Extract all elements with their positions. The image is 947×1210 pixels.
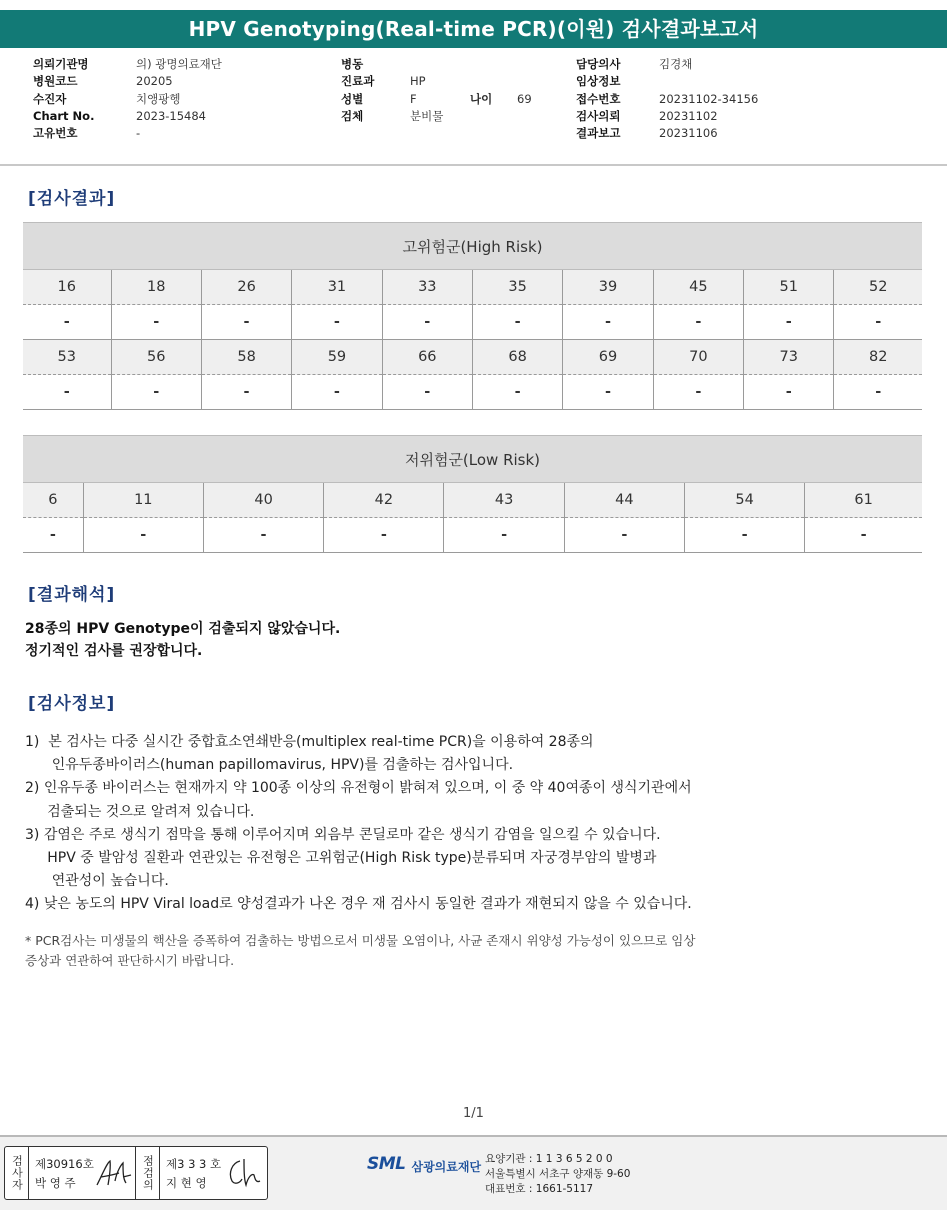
logo-mark: SML [367,1153,406,1174]
test-info-line: 2) 인유두종 바이러스는 현재까지 약 100종 이상의 유전형이 밝혀져 있으며, 이 중 약 40여종이 생식기관에서 [25,780,692,797]
value-specimen: 분비물 [410,108,444,123]
value-report-date: 20231106 [659,126,718,141]
low-risk-table [23,435,922,553]
label-unique-no: 고유번호 [33,126,78,141]
interpretation-line: 정기적인 검사를 권장합니다. [25,643,203,659]
genotype-cell: 35 [472,270,562,305]
result-cell: - [834,305,922,340]
logo-name: 삼광의료재단 [411,1160,482,1174]
interpretation-text [25,618,340,662]
sml-logo [367,1152,481,1175]
genotype-cell: 16 [23,270,111,305]
label-chart-no: Chart No. [33,108,95,123]
genotype-cell: 51 [744,270,834,305]
genotype-cell: 26 [201,270,291,305]
result-cell: - [23,305,111,340]
patient-info-column-c [576,56,758,142]
tester-name: 박 영 주 [35,1176,76,1190]
result-cell: - [324,518,444,553]
test-info-line: 연관성이 높습니다. [25,873,169,890]
result-cell: - [744,375,834,410]
test-info-line: 3) 감염은 주로 생식기 점막을 통해 이루어지며 외음부 콘딜로마 같은 생식기 감염을 일으킬 수 있습니다. [25,826,661,843]
header-divider [0,164,947,166]
test-info-text [25,731,692,917]
tester-label: 검사자 [5,1147,29,1199]
result-cell: - [472,375,562,410]
low-risk-values-row [23,518,922,553]
genotype-cell: 31 [292,270,382,305]
reviewer-label: 점검의 [136,1147,160,1199]
result-cell: - [382,305,472,340]
genotype-cell: 33 [382,270,472,305]
value-receipt-no: 20231102-34156 [659,91,759,106]
genotype-cell: 44 [564,483,684,518]
label-request-date: 검사의뢰 [576,108,621,123]
label-department: 진료과 [341,74,375,89]
genotype-cell: 61 [805,483,922,518]
genotype-cell: 53 [23,340,111,375]
result-cell: - [834,375,922,410]
genotype-cell: 70 [653,340,743,375]
test-info-section-title: [검사정보] [28,694,116,714]
test-info-line: 4) 낮은 농도의 HPV Viral load로 양성결과가 나온 경우 재 검사시 동일한 결과가 재현되지 않을 수 있습니다. [25,896,692,913]
result-cell: - [203,518,323,553]
genotype-cell: 18 [111,270,201,305]
value-ward [410,56,470,73]
genotype-cell: 45 [653,270,743,305]
genotype-cell: 43 [444,483,564,518]
high-risk-values-row-2 [23,375,922,410]
high-risk-types-row-2 [23,340,922,375]
genotype-cell: 82 [834,340,922,375]
value-request-date: 20231102 [659,108,718,123]
result-cell: - [23,518,83,553]
value-hospital-code: 20205 [136,74,173,89]
footer-address [485,1152,630,1197]
patient-info-column-a [33,56,222,142]
address-line: 대표번호 : 1661-5117 [485,1183,594,1195]
results-section-title: [검사결과] [28,189,116,209]
high-risk-types-row-1 [23,270,922,305]
label-hospital-code: 병원코드 [33,74,78,89]
high-risk-values-row-1 [23,305,922,340]
genotype-cell: 73 [744,340,834,375]
genotype-cell: 56 [111,340,201,375]
genotype-cell: 11 [83,483,203,518]
result-cell: - [653,375,743,410]
result-cell: - [805,518,922,553]
low-risk-title: 저위험군(Low Risk) [23,436,922,483]
patient-info-column-b [341,56,577,125]
result-cell: - [23,375,111,410]
genotype-cell: 39 [563,270,653,305]
genotype-cell: 6 [23,483,83,518]
label-institution: 의뢰기관명 [33,57,89,71]
reviewer-license-no: 제3 3 3 호 [166,1157,222,1171]
value-unique-no: - [136,126,141,141]
label-sex: 성별 [341,91,364,106]
genotype-cell: 40 [203,483,323,518]
value-chart-no: 2023-15484 [136,108,206,123]
label-receipt-no: 접수번호 [576,91,621,106]
label-patient: 수진자 [33,91,67,106]
value-age: 69 [517,91,532,106]
disclaimer-note [25,931,695,971]
genotype-cell: 59 [292,340,382,375]
result-cell: - [83,518,203,553]
label-age: 나이 [470,91,493,106]
genotype-cell: 54 [685,483,805,518]
genotype-cell: 52 [834,270,922,305]
value-doctor: 김경채 [659,57,693,71]
value-institution: 의) 광명의료재단 [136,57,222,71]
genotype-cell: 58 [201,340,291,375]
result-cell: - [382,375,472,410]
reviewer-name: 지 현 영 [166,1176,207,1190]
label-report-date: 결과보고 [576,126,621,141]
high-risk-table [23,222,922,410]
label-clinical-info: 임상정보 [576,74,621,89]
note-line: * PCR검사는 미생물의 핵산을 증폭하여 검출하는 방법으로서 미생물 오염이나, 사균 존재시 위양성 가능성이 있으므로 임상 [25,933,696,948]
result-cell: - [111,305,201,340]
page-number: 1/1 [463,1106,484,1121]
result-cell: - [563,375,653,410]
signature-box [4,1146,268,1200]
address-line: 서울특별시 서초구 양재동 9-60 [485,1168,631,1180]
low-risk-types-row [23,483,922,518]
reviewer-signature-cell [160,1147,267,1199]
label-doctor: 담당의사 [576,57,621,71]
tester-license-no: 제30916호 [35,1157,94,1171]
genotype-cell: 69 [563,340,653,375]
address-line: 요양기관 : 1 1 3 6 5 2 0 0 [485,1153,613,1165]
genotype-cell: 42 [324,483,444,518]
value-department: HP [410,74,426,89]
result-cell: - [444,518,564,553]
test-info-line: HPV 중 발암성 질환과 연관있는 유전형은 고위험군(High Risk type)분류되며 자궁경부암의 발병과 [25,850,657,867]
test-info-line: 1) 본 검사는 다중 실시간 중합효소연쇄반응(multiplex real-time PCR)을 이용하여 28종의 [25,734,594,750]
reviewer-signature-icon [224,1155,264,1191]
result-cell: - [201,305,291,340]
label-specimen: 검체 [341,108,364,123]
result-cell: - [564,518,684,553]
result-cell: - [685,518,805,553]
value-sex: F [410,91,417,106]
test-info-line: 검출되는 것으로 알려져 있습니다. [25,803,255,820]
result-cell: - [744,305,834,340]
result-cell: - [653,305,743,340]
label-ward: 병동 [341,57,364,71]
high-risk-title: 고위험군(High Risk) [23,223,922,270]
tester-signature-icon [93,1157,133,1191]
note-line: 증상과 연관하여 판단하시기 바랍니다. [25,953,235,968]
result-cell: - [111,375,201,410]
genotype-cell: 66 [382,340,472,375]
genotype-cell: 68 [472,340,562,375]
interpretation-section-title: [결과해석] [28,585,116,605]
interpretation-line: 28종의 HPV Genotype이 검출되지 않았습니다. [25,621,341,637]
report-title: HPV Genotyping(Real-time PCR)(이원) 검사결과보고서 [0,10,947,48]
tester-signature-cell [29,1147,136,1199]
result-cell: - [201,375,291,410]
result-cell: - [472,305,562,340]
result-cell: - [292,375,382,410]
value-patient: 치앵팡헹 [136,91,181,106]
result-cell: - [292,305,382,340]
test-info-line: 인유두종바이러스(human papillomavirus, HPV)를 검출하는 검사입니다. [25,757,514,774]
result-cell: - [563,305,653,340]
